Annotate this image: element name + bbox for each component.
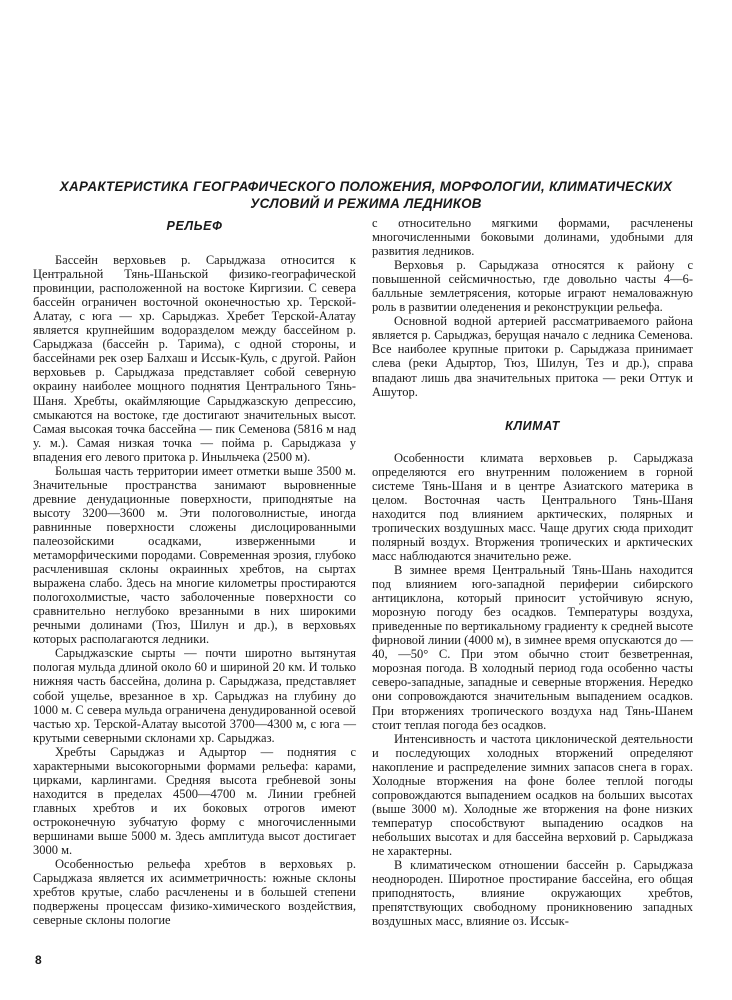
paragraph: Основной водной артерией рассматриваемого района является р. Сарыджаз, берущая начало с ледника Семенова. Все наиболее крупные притоки р. Сарыджаза принимает слева (реки Адыртор, Тюз, Шилун, Тез и др.), справа впадают лишь два значительных притока — реки Оттук и Ашутор.: [372, 314, 693, 399]
paragraph: Хребты Сарыджаз и Адыртор — поднятия с характерными высокогорными формами рельефа: карами, цирками, карлингами. Средняя высота гребневой зоны находится в пределах 4500—4700 м. Линии гребней главных хребтов и их боковых отрогов имеют остроконечную зубчатую форму с многочисленными вершинами выше 5000 м. Здесь амплитуда высот достигает 3000 м.: [33, 744, 356, 858]
paragraph: Сарыджазские сырты — почти широтно вытянутая пологая мульда длиной около 60 и шириной 20 км. И только нижняя часть бассейна, долина р. Сарыджаза, представляет собой ущелье, врезанное в хр. Сарыджаз на глубину до 1000 м. С севера мульда ограничена денудированной осевой частью хр. Терской-Алатау высотой 3700—4300 м, с юга — крутыми северными склонами хр. Сарыджаз.: [33, 646, 356, 745]
paragraph: с относительно мягкими формами, расчленены многочисленными боковыми долинами, удобными для развития ледников.: [372, 216, 693, 259]
paragraph: Особенности климата верховьев р. Сарыджаза определяются его внутренним положением в горной системе Тянь-Шаня и в центре Азиатского материка в целом. Восточная часть Центрального Тянь-Шаня находится под влиянием арктических, полярных и тропических воздушных масс. Чаще других сюда приходит полярный воздух. Вторжения тропических и арктических масс наблюдаются значительно реже.: [372, 450, 693, 563]
paragraph: Особенностью рельефа хребтов в верховьях р. Сарыджаза является их асимметричность: южные склоны хребтов крутые, слабо расчленены и в большей степени подвержены процессам физико-химического воздействия, северные склоны пологие: [33, 857, 356, 928]
paragraph: В климатическом отношении бассейн р. Сарыджаза неоднороден. Широтное простирание бассейна, его общая приподнятость, влияние окружающих хребтов, препятствующих свободному проникновению западных воздушных масс, влияние оз. Иссык-: [372, 858, 693, 929]
page-title-line-1: ХАРАКТЕРИСТИКА ГЕОГРАФИЧЕСКОГО ПОЛОЖЕНИЯ, МОРФОЛОГИИ, КЛИМАТИЧЕСКИХ: [59, 179, 673, 194]
paragraph: Интенсивность и частота циклонической деятельности и последующих холодных вторжений определяют накопление и распределение зимних запасов снега в горах. Холодные вторжения на фоне более теплой погоды сопровождаются выпадением осадков на больших высотах (выше 3000 м). Холодные же вторжения на фоне низких температур способствуют выпадению осадков на небольших высотах и для бассейна верховий р. Сарыджаза не характерны.: [372, 731, 693, 858]
paragraph: В зимнее время Центральный Тянь-Шань находится под влиянием юго-западной периферии сибирского антициклона, который приносит устойчивую ясную, морозную погоду без осадков. Температуры воздуха, приведенные по вертикальному градиенту к средней высоте фирновой линии (4000 м), в зимнее время опускаются до —40, —50° С. При этом обычно стоит безветренная, морозная погода. В холодный период года особенно часты северо-западные, западные и северные вторжения. Нередко они сопровождаются значительным выпадением осадков. При вторжениях тропического воздуха над Тянь-Шанем стоит теплая погода без осадков.: [372, 563, 693, 732]
paragraph: Большая часть территории имеет отметки выше 3500 м. Значительные пространства занимают выровненные древние денудационные поверхности, приподнятые на высоту 3200—3600 м. Эти пологоволнистые, иногда равнинные поверхности сложены дислоцированными палеозойскими осадками, изверженными и метаморфическими породами. Современная эрозия, глубоко расчленившая склоны окраинных хребтов, на сыртах выражена слабо. Здесь на многие километры простираются пологохолмистые, часто заболоченные поверхности со сравнительно неглубоко врезанными в них широкими речными долинами (Тюз, Шилун и др.), в верховьях которых располагаются ледники.: [33, 463, 356, 647]
section-heading-relief: РЕЛЬЕФ: [166, 219, 223, 233]
page-title: [20, 178, 712, 212]
page-number: 8: [35, 953, 42, 967]
section-heading-climate: КЛИМАТ: [505, 418, 560, 433]
right-column: [372, 216, 693, 928]
page-title-line-2: УСЛОВИЙ И РЕЖИМА ЛЕДНИКОВ: [250, 196, 482, 211]
left-column: [33, 216, 356, 927]
paragraph: Бассейн верховьев р. Сарыджаза относится к Центральной Тянь-Шаньской физико-географической провинции, расположенной на востоке Киргизии. С севера бассейн ограничен восточной оконечностью хр. Терской-Алатау, с юга — хр. Сарыджаз. Хребет Терской-Алатау является крупнейшим водоразделом между бассейном р. Сарыджаза (бассейн р. Тарима), с одной стороны, и бассейнами рек озер Балхаш и Иссык-Куль, с другой. Район верховьев р. Сарыджаза представляет собой северную окраину наиболее мощного поднятия Центрального Тянь-Шаня. Хребты, окаймляющие Сарыджазскую депрессию, смыкаются на востоке, где достигают значительных высот. Самая высокая точка бассейна — пик Семенова (5816 м над у. м.). Самая низкая точка — пойма р. Сарыджаза у впадения его левого притока р. Иныльчека (2500 м).: [33, 253, 356, 464]
paragraph: Верховья р. Сарыджаза относятся к району с повышенной сейсмичностью, где довольно часты 4—6-балльные землетрясения, которые играют немаловажную роль в развитии оледенения и реконструкции рельефа.: [372, 258, 693, 315]
